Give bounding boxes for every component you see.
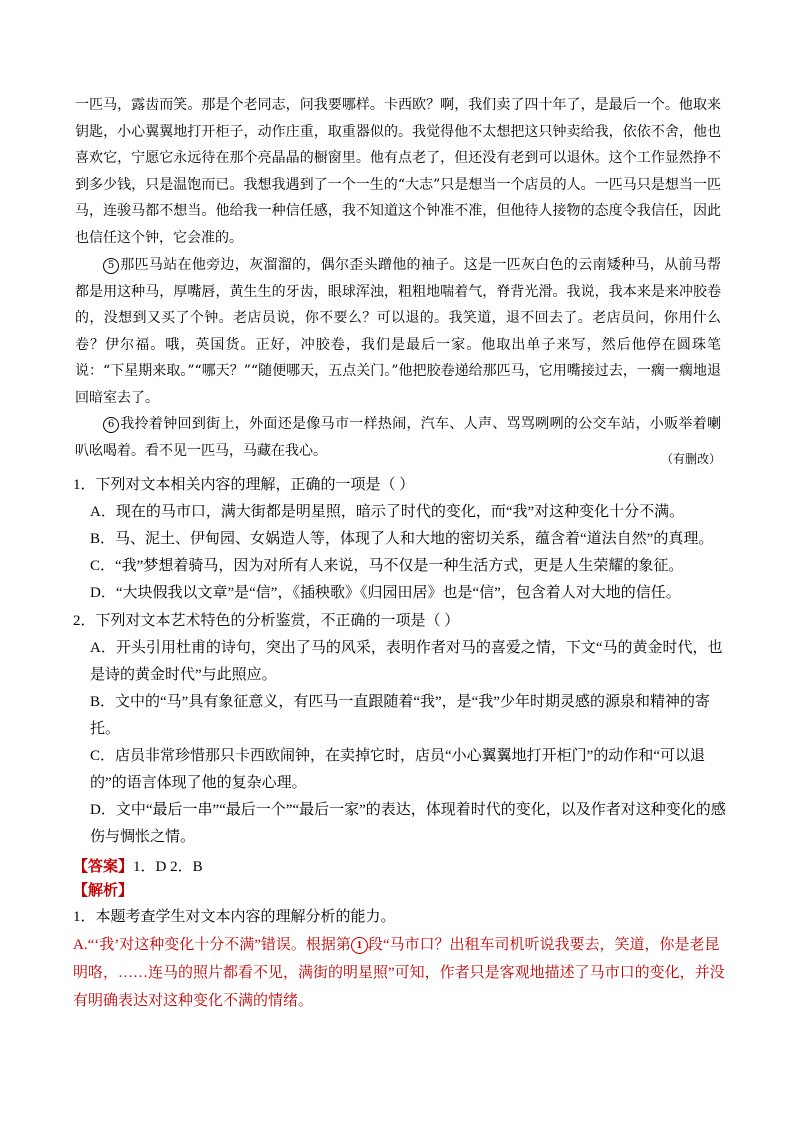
analysis-a-part-2: 段“马市口？出租车司机听说我要去，笑道，你是老昆明咯，……连马的照片都看不见，满街的明星照”可知，作者只是客观地描述了马市口的变化，并没有明确表达对这种变化不满的情绪。 xyxy=(73,937,725,1009)
question-2-stem: 2．下列对文本艺术特色的分析鉴赏，不正确的一项是（ ） xyxy=(73,613,460,629)
question-1-stem: 1．下列对文本相关内容的理解，正确的一项是（ ） xyxy=(73,477,415,493)
paragraph-ref-1: 1 xyxy=(351,937,368,954)
passage-paragraph-5 xyxy=(75,252,721,411)
question-2-option-d: D．文中“最后一串”“最后一个”“最后一家”的表达，体现着时代的变化，以及作者对这种变化的感伤与惆怅之情。 xyxy=(90,802,726,845)
question-2-option-b: B．文中的“马”具有象征意义，有匹马一直跟随着“我”，是“我”少年时期灵感的源泉和精神的寄托。 xyxy=(90,694,710,737)
analysis-body xyxy=(73,903,729,1015)
source-credit: （有删改） xyxy=(660,452,721,466)
answer-tag: 【答案】 xyxy=(73,859,134,875)
analysis-line-1: 1．本题考查学生对文本内容的理解分析的能力。 xyxy=(73,909,396,925)
paragraph-number-5: 5 xyxy=(103,258,119,274)
passage-paragraph-4: 一匹马，露齿而笑。那是个老同志，问我要哪样。卡西欧？啊，我们卖了四十年了，是最后一个。他取来钥匙，小心翼翼地打开柜子，动作庄重，取重器似的。我觉得他不太想把这只钟卖给我，依依不舍，他也喜欢它，宁愿它永远待在那个亮晶晶的橱窗里。他有点老了，但还没有老到可以退休。这个工作显然挣不到多少钱，只是温饱而已。我想我遇到了一个一生的“大志”只是想当一个店员的人。一匹马只是想当一匹马，连骏马都不想当。他给我一种信任感，我不知道这个钟准不准，但他待人接物的态度令我信任，因此也信任这个钟，它会准的。 xyxy=(75,97,721,246)
answer-line xyxy=(73,855,203,879)
question-1-option-b: B．马、泥土、伊甸园、女娲造人等，体现了人和大地的密切关系，蕴含着“道法自然”的真理。 xyxy=(90,531,714,547)
analysis-a-part-1: A.“‘我’对这种变化十分不满”错误。根据第 xyxy=(73,937,351,953)
answer-text: 1．D 2．B xyxy=(133,859,203,875)
question-2-option-c: C．店员非常珍惜那只卡西欧闹钟，在卖掉它时，店员“小心翼翼地打开柜门”的动作和“可以退的”的语言体现了他的复杂心理。 xyxy=(90,748,705,791)
paragraph-number-6: 6 xyxy=(103,417,119,433)
passage-paragraph-6 xyxy=(75,411,721,464)
analysis-tag: 【解析】 xyxy=(73,883,134,899)
question-1-option-d: D．“大块假我以文章”是“信”，《插秧歌》《归园田居》也是“信”，包含着人对大地的信任。 xyxy=(90,585,681,601)
question-2 xyxy=(73,608,729,851)
question-2-option-a: A．开头引用杜甫的诗句，突出了马的风采，表明作者对马的喜爱之情，下文“马的黄金时代，也是诗的黄金时代”与此照应。 xyxy=(90,640,723,683)
question-1 xyxy=(73,472,729,607)
paragraph-6-text: 我拎着钟回到街上，外面还是像马市一样热闹，汽车、人声、骂骂咧咧的公交车站，小贩举着喇叭吆喝着。看不见一匹马，马藏在我心。 xyxy=(75,416,721,459)
question-1-option-c: C．“我”梦想着骑马，因为对所有人来说，马不仅是一种生活方式，更是人生荣耀的象征。 xyxy=(90,558,684,574)
analysis-option-a xyxy=(73,931,729,1015)
question-1-option-a: A．现在的马市口，满大街都是明星照，暗示了时代的变化，而“我”对这种变化十分不满。 xyxy=(90,504,685,520)
paragraph-5-text: 那匹马站在他旁边，灰溜溜的，偶尔歪头蹭他的袖子。这是一匹灰白色的云南矮种马，从前马帮都是用这种马，厚嘴唇，黄生生的牙齿，眼球浑浊，粗粗地喘着气，脊背光滑。我说，我本来是来冲胶卷的，没想到又买了个钟。老店员说，你不要么？可以退的。我笑道，退不回去了。老店员问，你用什么卷？伊尔福。哦，英国货。正好，冲胶卷，我们是最后一家。他取出单子来写，然后他停在圆珠笔说：“下星期来取。”“哪天？”“随便哪天，五点关门。”他把胶卷递给那匹马，它用嘴接过去，一瘸一瘸地退回暗室去了。 xyxy=(75,257,721,406)
